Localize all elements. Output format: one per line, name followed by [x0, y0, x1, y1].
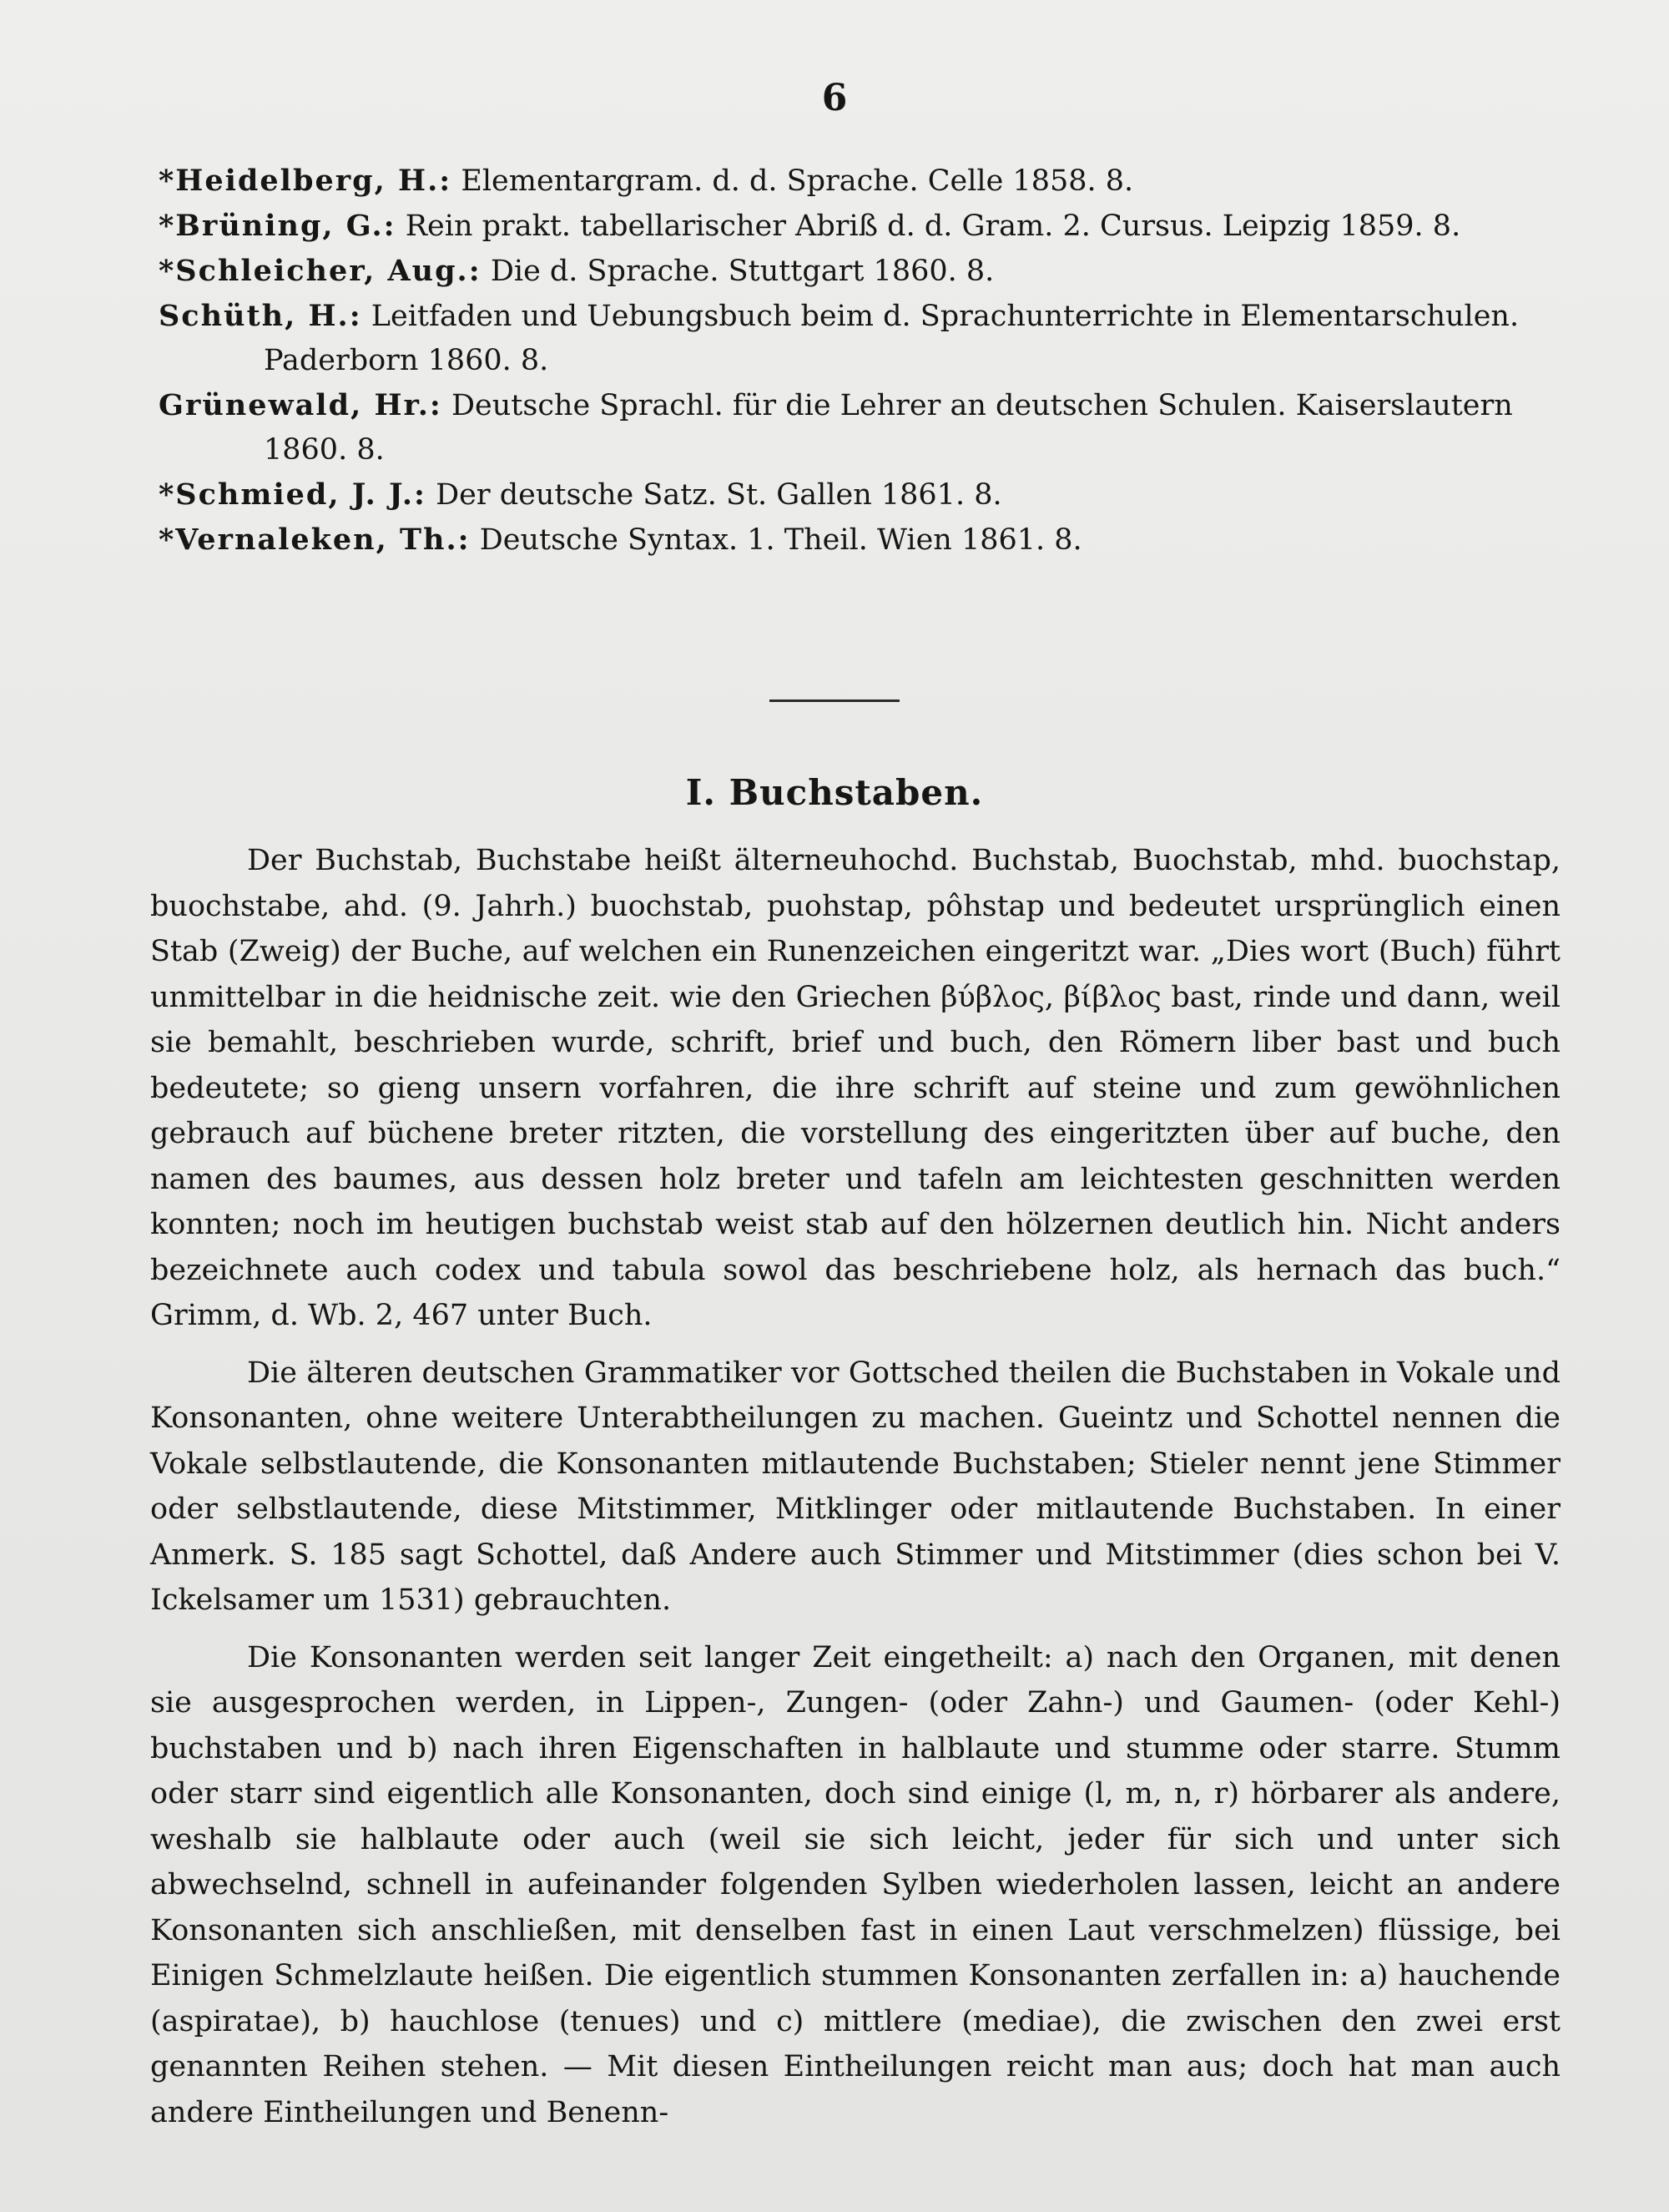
- bibliography-text: Rein prakt. tabellarischer Abriß d. d. Gram. 2. Cursus. Leipzig 1859. 8.: [405, 210, 1461, 243]
- section-heading: I. Buchstaben.: [685, 772, 984, 813]
- paragraph: Die älteren deutschen Grammatiker vor Gottsched theilen die Buchstaben in Vokale und Konsonanten, ohne weitere Unterabtheilungen zu machen. Gueintz und Schottel nennen die Vokale selbstlautende, die Konsonanten mitlautende Buchstaben; Stieler nennt jene Stimmer oder selbstlautende, diese Mitstimmer, Mitklinger oder mitlautende Buchstaben. In einer Anmerk. S. 185 sagt Schottel, daß Andere auch Stimmer und Mitstimmer (dies schon bei V. Ickelsamer um 1531) gebrauchten.: [150, 1356, 1561, 1617]
- paragraph: Die Konsonanten werden seit langer Zeit eingetheilt: a) nach den Organen, mit denen sie ausgesprochen werden, in Lippen-, Zungen- (oder Zahn-) und Gaumen- (oder Kehl-) buchstaben und b) nach ihren Eigenschaften in halblaute und stumme oder starre. Stumm oder starr sind eigentlich alle Konsonanten, doch sind einige (l, m, n, r) hörbarer als andere, weshalb sie halblaute oder auch (weil sie sich leicht, jeder für sich und unter sich abwechselnd, schnell in aufeinander folgenden Sylben wiederholen lassen, leicht an andere Konsonanten sich anschließen, mit denselben fast in einen Laut verschmelzen) flüssige, bei Einigen Schmelzlaute heißen. Die eigentlich stummen Konsonanten zerfallen in: a) hauchende (aspiratae), b) hauchlose (tenues) und c) mittlere (mediae), die zwischen den zwei erst genannten Reihen stehen. — Mit diesen Eintheilungen reicht man aus; doch hat man auch andere Eintheilungen und Benenn-: [150, 1640, 1561, 2129]
- section-divider: [769, 699, 900, 702]
- bibliography-author: *Vernaleken, Th.:: [159, 523, 471, 557]
- bibliography-author: *Brüning, G.:: [159, 209, 396, 243]
- bibliography-list: [159, 159, 1561, 563]
- bibliography-entry: [159, 294, 1561, 383]
- bibliography-author: *Heidelberg, H.:: [159, 164, 452, 198]
- bibliography-entry: [159, 204, 1561, 249]
- bibliography-entry: [159, 383, 1561, 472]
- page-number: 6: [821, 77, 848, 119]
- bibliography-text: Leitfaden und Uebungsbuch beim d. Sprachunterrichte in Elementarschulen. Paderborn 1860. 8.: [264, 300, 1520, 377]
- bibliography-text: Deutsche Sprachl. für die Lehrer an deutschen Schulen. Kaiserslautern 1860. 8.: [264, 389, 1513, 467]
- bibliography-author: Schüth, H.:: [159, 299, 362, 333]
- body-text: [150, 838, 1561, 2147]
- bibliography-text: Deutsche Syntax. 1. Theil. Wien 1861. 8.: [479, 523, 1082, 557]
- bibliography-entry: [159, 518, 1561, 563]
- bibliography-entry: [159, 159, 1561, 204]
- bibliography-text: Der deutsche Satz. St. Gallen 1861. 8.: [436, 478, 1002, 512]
- bibliography-entry: [159, 249, 1561, 294]
- paragraph: Der Buchstab, Buchstabe heißt älterneuhochd. Buchstab, Buochstab, mhd. buochstap, buochstabe, ahd. (9. Jahrh.) buochstab, puohstap, pôhstap und bedeutet ursprünglich einen Stab (Zweig) der Buche, auf welchen ein Runenzeichen eingeritzt war. „Dies wort (Buch) führt unmittelbar in die heidnische zeit. wie den Griechen βύβλος, βίβλος bast, rinde und dann, weil sie bemahlt, beschrieben wurde, schrift, brief und buch, den Römern liber bast und buch bedeutete; so gieng unsern vorfahren, die ihre schrift auf steine und zum gewöhnlichen gebrauch auf büchene breter ritzten, die vorstellung des eingeritzten über auf buche, den namen des baumes, aus dessen holz breter und tafeln am leichtesten geschnitten werden konnten; noch im heutigen buchstab weist stab auf den hölzernen deutlich hin. Nicht anders bezeichnete auch codex und tabula sowol das beschriebene holz, als hernach das buch.“ Grimm, d. Wb. 2, 467 unter Buch.: [150, 844, 1561, 1332]
- bibliography-text: Elementargram. d. d. Sprache. Celle 1858. 8.: [461, 164, 1134, 198]
- bibliography-author: Grünewald, Hr.:: [159, 388, 442, 422]
- bibliography-text: Die d. Sprache. Stuttgart 1860. 8.: [490, 255, 995, 288]
- bibliography-author: *Schmied, J. J.:: [159, 477, 426, 512]
- bibliography-entry: [159, 472, 1561, 518]
- bibliography-author: *Schleicher, Aug.:: [159, 254, 482, 288]
